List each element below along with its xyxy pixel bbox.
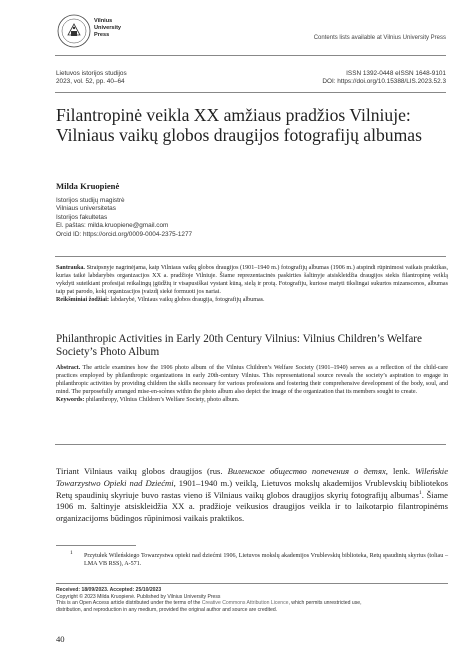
abstract-en-label: Abstract. <box>56 365 81 371</box>
keywords-en: philanthropy, Vilnius Children’s Welfare Society, photo album. <box>84 396 240 403</box>
russian-name: Виленское общество попечения о детях <box>227 466 386 476</box>
journal-info <box>56 70 127 87</box>
footnote: 1 Przytułek Wileńskiego Towarzystwa opieki nad dziećmi 1906, Lietuvos mokslų akademijos Vrublevskių biblioteka, Retų spaudinių skyrius (toliau – LMA VB RSS), A-571. <box>56 553 448 569</box>
body-text-span: , lenk. <box>385 466 416 476</box>
polish-name: Wileńskie Towarzystwo Opieki nad Dziećmi <box>56 466 449 488</box>
body-text-span: Tiriant Vilniaus vaikų globos draugijos (rus. <box>56 466 228 476</box>
abstract-lithuanian <box>56 265 448 305</box>
logo-line: Press <box>94 32 110 38</box>
received-accepted: Received: 18/09/2023. Accepted: 25/10/2023 <box>56 587 162 593</box>
page-number: 40 <box>56 634 65 644</box>
meta-divider <box>56 583 448 584</box>
abstract-english <box>56 365 448 405</box>
logo-line: Vilnius <box>94 18 113 24</box>
body-text-span: , 1901–1940 m.) veiklą, Lietuvos mokslų akademijos Vrublevskių bibliotekos Retų spaudinių skyriuje buvo rastas vieno iš Vilniaus vaikų globos draugijos skyrių fotografijų albumas <box>56 477 448 500</box>
license-text: , which permits unrestricted use, <box>288 600 362 607</box>
english-title: Philanthropic Activities in Early 20th Century Vilnius: Vilnius Children’s Welfare Society’s Photo Album <box>56 333 422 358</box>
author-orcid[interactable]: Orcid ID: https://orcid.org/0009-0004-2375-1277 <box>56 230 193 238</box>
university-seal-logo <box>57 14 91 48</box>
author-name: Milda Kruopienė <box>56 181 120 191</box>
footnote-text: Przytułek Wileńskiego Towarzystwa opieki nad dziećmi 1906, Lietuvos mokslų akademijos Vrublevskių biblioteka, Retų spaudinių skyrius (toliau – LMA VB RSS), A-571. <box>84 553 448 567</box>
keywords-lt: labdarybė, Vilniaus vaikų globos draugija, fotografijų albumas. <box>108 296 265 303</box>
journal-divider <box>55 92 446 93</box>
journal-issn: ISSN 1392-0448 eISSN 1648-9101 <box>346 70 446 77</box>
abstract-top-divider <box>55 256 446 257</box>
journal-volume: 2023, vol. 52, pp. 40–64 <box>56 78 125 86</box>
article-title: Filantropinė veikla XX amžiaus pradžios Vilniuje: Vilniaus vaikų globos draugijos fotografijų albumas <box>56 105 422 145</box>
body-text-span: . Šiame 1906 m. šaltinyje atsiskleidžia XX a. pradžioje veikusios draugijos veikla ir to laikotarpio filantropinėms organizacijoms būdingos rūpinimosi vaikais praktikos. <box>56 489 448 524</box>
author-email[interactable]: El. paštas: milda.kruopiene@gmail.com <box>56 222 169 230</box>
keywords-en-label: Keywords: <box>56 396 85 403</box>
affiliation-line: Istorijos fakultetas <box>56 213 108 221</box>
body-paragraph <box>56 466 448 525</box>
abstract-bottom-divider <box>55 444 446 445</box>
article-metadata <box>56 587 456 614</box>
availability-note: Contents lists available at Vilnius University Press <box>313 35 446 41</box>
copyright: Copyright © 2023 Milda Kruopienė. Published by Vilnius University Press <box>56 593 221 600</box>
publisher-logo-text <box>94 18 121 39</box>
abstract-lt-label: Santrauka. <box>56 265 85 271</box>
license-line-2: distribution, and reproduction in any medium, provided the original author and source are credited. <box>56 607 278 614</box>
affiliation-line: Istorijos studijų magistrė <box>56 197 125 204</box>
affiliation-line: Vilniaus universitetas <box>56 205 116 213</box>
license-text: This is an Open Access article distributed under the terms of the <box>56 600 202 607</box>
license-line <box>56 600 456 607</box>
journal-name: Lietuvos istorijos studijos <box>56 70 127 77</box>
journal-identifiers <box>322 70 446 87</box>
abstract-lt-text: Straipsnyje nagrinėjama, kaip Vilniaus vaikų globos draugijos (1901–1940 m.) fotografijų albumas (1906 m.) atspindi rūpinimosi vaikais praktikas, kurias taikė labdarybės organizacijos XX a. pradžioje Vilniuje. Šiame reprezentacinės paskirties šaltinyje atsiskleidžia draugijos siekis filantropinę veiklą vykdyti suteikiant profesijai reikalingų įgūdžių ir visapusiškai vystant kūną, sielą ir protą. Fotografiju, kuriose matyti tikslingai sukurtos mizanscenos, albumas taip pat parodo, kokį organizacijos įvaizdį siekė formuoti jos nariai. <box>56 265 448 295</box>
author-affiliation <box>56 197 192 239</box>
footnote-ref[interactable]: 1 <box>418 489 422 496</box>
journal-doi-link[interactable]: DOI: https://doi.org/10.15388/LIS.2023.52.3 <box>322 78 446 86</box>
keywords-lt-label: Reikšminiai žodžiai: <box>56 296 109 303</box>
header-divider <box>55 55 446 56</box>
logo-line: University <box>94 25 122 31</box>
footnote-divider <box>56 545 136 546</box>
abstract-en-text: The article examines how the 1906 photo album of the Vilnius Children’s Welfare Society (1901–1940) serves as a reflection of the child-care practices employed by philanthropic organizations in early 20th-century Vilnius. This representational source reveals the society’s aspiration to engage in philanthropic activities by providing children the skills necessary for various professions and fostering their comprehensive development of the body, soul, and mind. The purposefully arranged mise-en-scènes within the photo album also depict the image of the organization that its members sought to create. <box>56 365 448 395</box>
license-link[interactable]: Creative Commons Attribution Licence <box>201 600 289 607</box>
